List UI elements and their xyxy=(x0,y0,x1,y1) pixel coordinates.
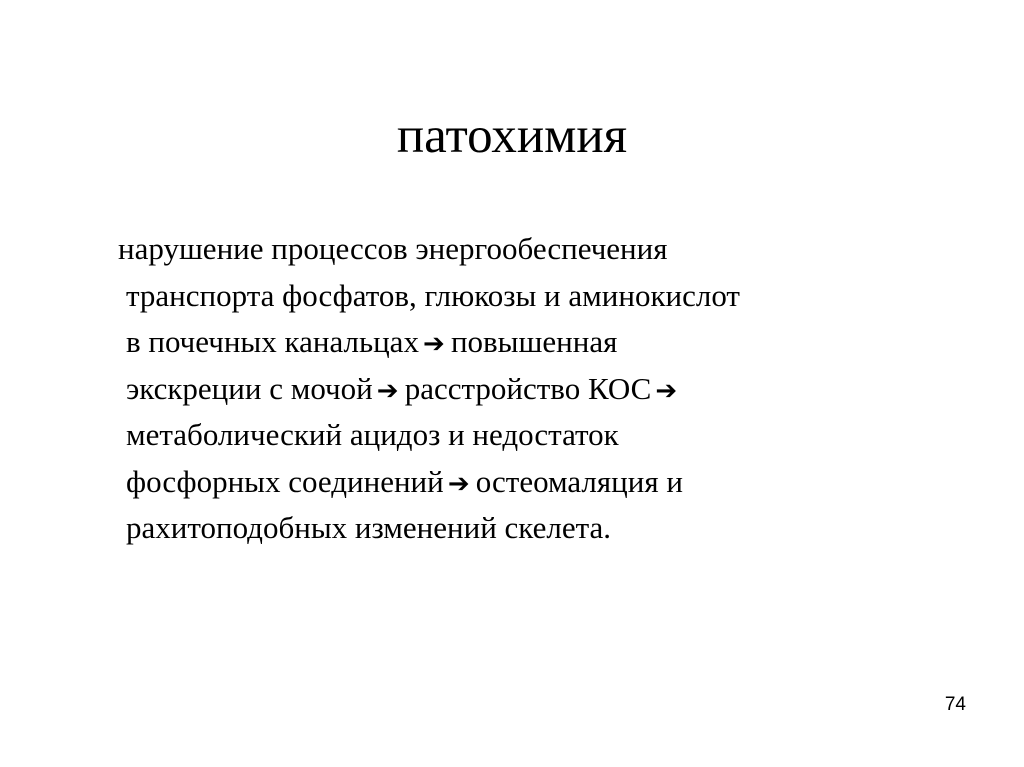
body-line-3-part-1: в почечных канальцах xyxy=(126,324,419,359)
body-line-1: нарушение процессов энергообеспечения xyxy=(118,231,668,266)
body-line-3-part-2: повышенная xyxy=(450,324,618,359)
slide-title: патохимия xyxy=(396,108,628,164)
right-arrow-icon: ➔ xyxy=(655,375,678,406)
body-line-6-part-2: остеомаляция и xyxy=(475,463,683,499)
right-arrow-icon: ➔ xyxy=(423,329,445,359)
right-arrow-icon: ➔ xyxy=(376,375,399,406)
body-line-7: рахитоподобных изменений скелета. xyxy=(126,510,612,545)
body-line-4-part-2: расстройство КОС xyxy=(404,370,652,406)
page-number: 74 xyxy=(944,694,966,715)
body-line-2: транспорта фосфатов, глюкозы и аминокислот xyxy=(126,277,740,313)
body-line-6 xyxy=(118,459,938,506)
body-line-3 xyxy=(118,319,938,366)
body-line-5: метаболический ацидоз и недостаток xyxy=(126,417,619,452)
slide-body xyxy=(118,226,938,552)
body-line-4 xyxy=(118,366,938,413)
right-arrow-icon: ➔ xyxy=(447,468,470,499)
body-line-6-part-1: фосфорных соединений xyxy=(126,463,444,499)
body-line-4-part-1: экскреции с мочой xyxy=(126,370,373,406)
